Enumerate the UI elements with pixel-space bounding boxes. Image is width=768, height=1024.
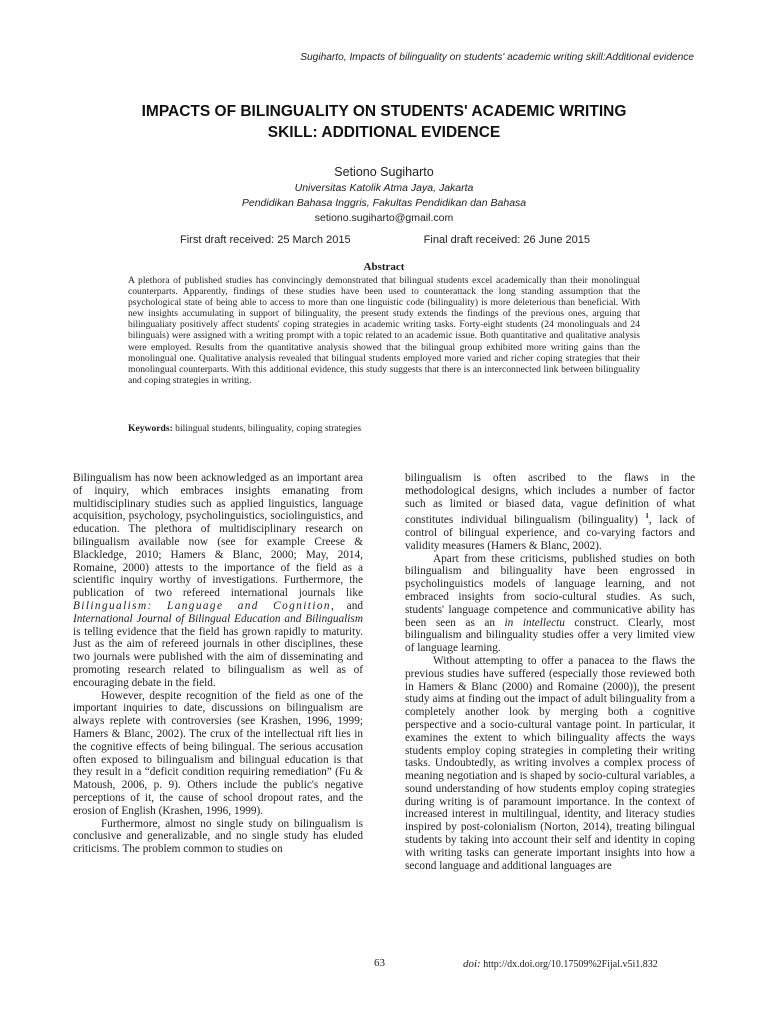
paragraph: Without attempting to offer a panacea to the flaws the previous studies have suffered (especially those reviewed both in Hamers & Blanc (2000) and Romaine (2000)), the present study aims at finding out the impact of adult bilinguality from a completely another look by merging both a cognitive perspective and a socio-cultural vantage point. In particular, it examines the extent to which bilinguality affects the ways students employ coping strategies in completing their writing tasks. Undoubtedly, as writing involves a complex process of meaning negotiation and is shaped by socio-cultural variables, a sound understanding of how students employ coping strategies during writing is of paramount importance. In the context of increased interest in multilingual, identity, and literacy studies inspired by post-colonialism (Norton, 2014), treating bilingual students by taking into account their self and identity in coping with writing tasks can generate important insights into how a second language and additional languages are (405, 654, 695, 872)
page-number: 63 (374, 957, 385, 969)
journal-title: Bilingualism: Language and Cognition (73, 599, 331, 612)
footnote-marker[interactable]: 1 (645, 512, 649, 521)
doi-link[interactable]: http://dx.doi.org/10.17509%2Fijal.v5i1.832 (480, 959, 658, 970)
body-column-left (73, 472, 363, 856)
doi-label: doi: (463, 958, 481, 970)
paragraph (73, 472, 363, 690)
paragraph: However, despite recognition of the field as one of the important inquiries to date, discussions on bilingualism are always replete with controversies (see Krashen, 1996, 1999; Hamers & Blanc, 2002). The crux of the intellectual rift lies in the cognitive effects of being bilingual. The serious accusation often exposed to bilingualism and bilingual education is that they result in a “deficit condition requiring remediation” (Fu & Matoush, 2006, p. 9). Others include the public's negative perceptions of it, the cause of school dropout rates, and the erosion of English (Krashen, 1996, 1999). (73, 689, 363, 817)
keywords (128, 423, 640, 435)
first-draft-date: First draft received: 25 March 2015 (180, 234, 351, 246)
body-column-right (405, 472, 695, 872)
title-line-1: IMPACTS OF BILINGUALITY ON STUDENTS' ACADEMIC WRITING (141, 103, 627, 120)
text-run: Bilingualism has now been acknowledged as an important area of inquiry, which embraces insights emanating from multidisciplinary studies such as applied linguistics, language acquisition, psychology, psycholinguistics, sociolinguistics, and education. The plethora of multidisciplinary research on bilingualism available now (see for example Creese & Blackledge, 2010; Hamers & Blanc, 2000; May, 2014, Romaine, 2000) attests to the importance of the field as a scientific inquiry worthy of investigations. Furthermore, the publication of two refereed international journals like (73, 472, 363, 600)
author-block (160, 164, 608, 226)
abstract-heading: Abstract (363, 261, 405, 273)
paragraph (405, 553, 695, 655)
text-run: Apart from these criticisms, published studies on both bilingualism and bilinguality have been engrossed in psycholinguistics models of language learning, and not embraced insights from socio-cultural studies. As such, students' language competence and communicative ability has been seen as an (405, 552, 695, 629)
paragraph: Furthermore, almost no single study on bilingualism is conclusive and generalizable, and no single study has eluded criticisms. The problem common to studies on (73, 817, 363, 856)
running-head: Sugiharto, Impacts of bilinguality on students' academic writing skill:Additional evidence (300, 52, 694, 63)
doi-footer (463, 958, 658, 970)
title-line-2: SKILL: ADDITIONAL EVIDENCE (267, 124, 501, 141)
text-run: , and (330, 599, 363, 612)
text-run: construct. Clearly, most bilingualism and bilinguality studies offer a very limited view of language learning. (405, 616, 695, 655)
journal-title: International Journal of Bilingual Education and Bilingualism (73, 612, 363, 625)
text-run: is telling evidence that the field has grown rapidly to maturity. Just as the aim of refereed journals in other disciplines, these two journals were published with the aim of disseminating and promoting research related to bilingualism as well as of encouraging debate in the field. (73, 625, 363, 689)
article-title (60, 101, 708, 143)
affiliation-department: Pendidikan Bahasa Inggris, Fakultas Pendidikan dan Bahasa (241, 197, 527, 209)
paragraph (405, 472, 695, 553)
author-name: Setiono Sugiharto (334, 165, 434, 179)
abstract-text: A plethora of published studies has convincingly demonstrated that bilingual students excel academically than their monolingual counterparts. Apparently, findings of these studies have been used to counterattack the long standing assumption that the psychological state of being able to access to more than one linguistic code (bilinguality) is more deleterious than beneficial. With new insights accumulating in support of bilinguality, the present study extends the findings of the previous ones, arguing that bilingualiaty positively affect students' coping strategies in academic writing tasks. Forty-eight students (24 monolinguals and 24 bilinguals) were assigned with a writing prompt with a topic related to an academic issue. Both quantitative and qualitative analysis were employed. Results from the quantitative analysis showed that the bilingual group exhibited more writing gains than the monolingual one. Qualitative analysis revealed that bilingual students employed more varied and richer coping strategies that their monolingual counterparts. With this additional evidence, this study suggests that there is an interconnected link between bilinguality and coping strategies in writing. (128, 275, 640, 386)
italic-term: in intellectu (504, 616, 565, 629)
final-draft-date: Final draft received: 26 June 2015 (423, 234, 590, 246)
keywords-label: Keywords: (128, 423, 173, 434)
author-email: setiono.sugiharto@gmail.com (314, 212, 454, 224)
affiliation-university: Universitas Katolik Atma Jaya, Jakarta (294, 182, 474, 194)
keywords-text: bilingual students, bilinguality, coping strategies (172, 423, 362, 434)
text-run: , lack of control of bilingual experience, and co-varying factors and validity measures (Hamers & Blanc, 2002). (405, 514, 695, 552)
text-run: bilingualism is often ascribed to the flaws in the methodological designs, which includes a number of factor such as limited or biased data, vague definition of what constitutes individual bilingualism (bilinguality) (405, 472, 695, 527)
